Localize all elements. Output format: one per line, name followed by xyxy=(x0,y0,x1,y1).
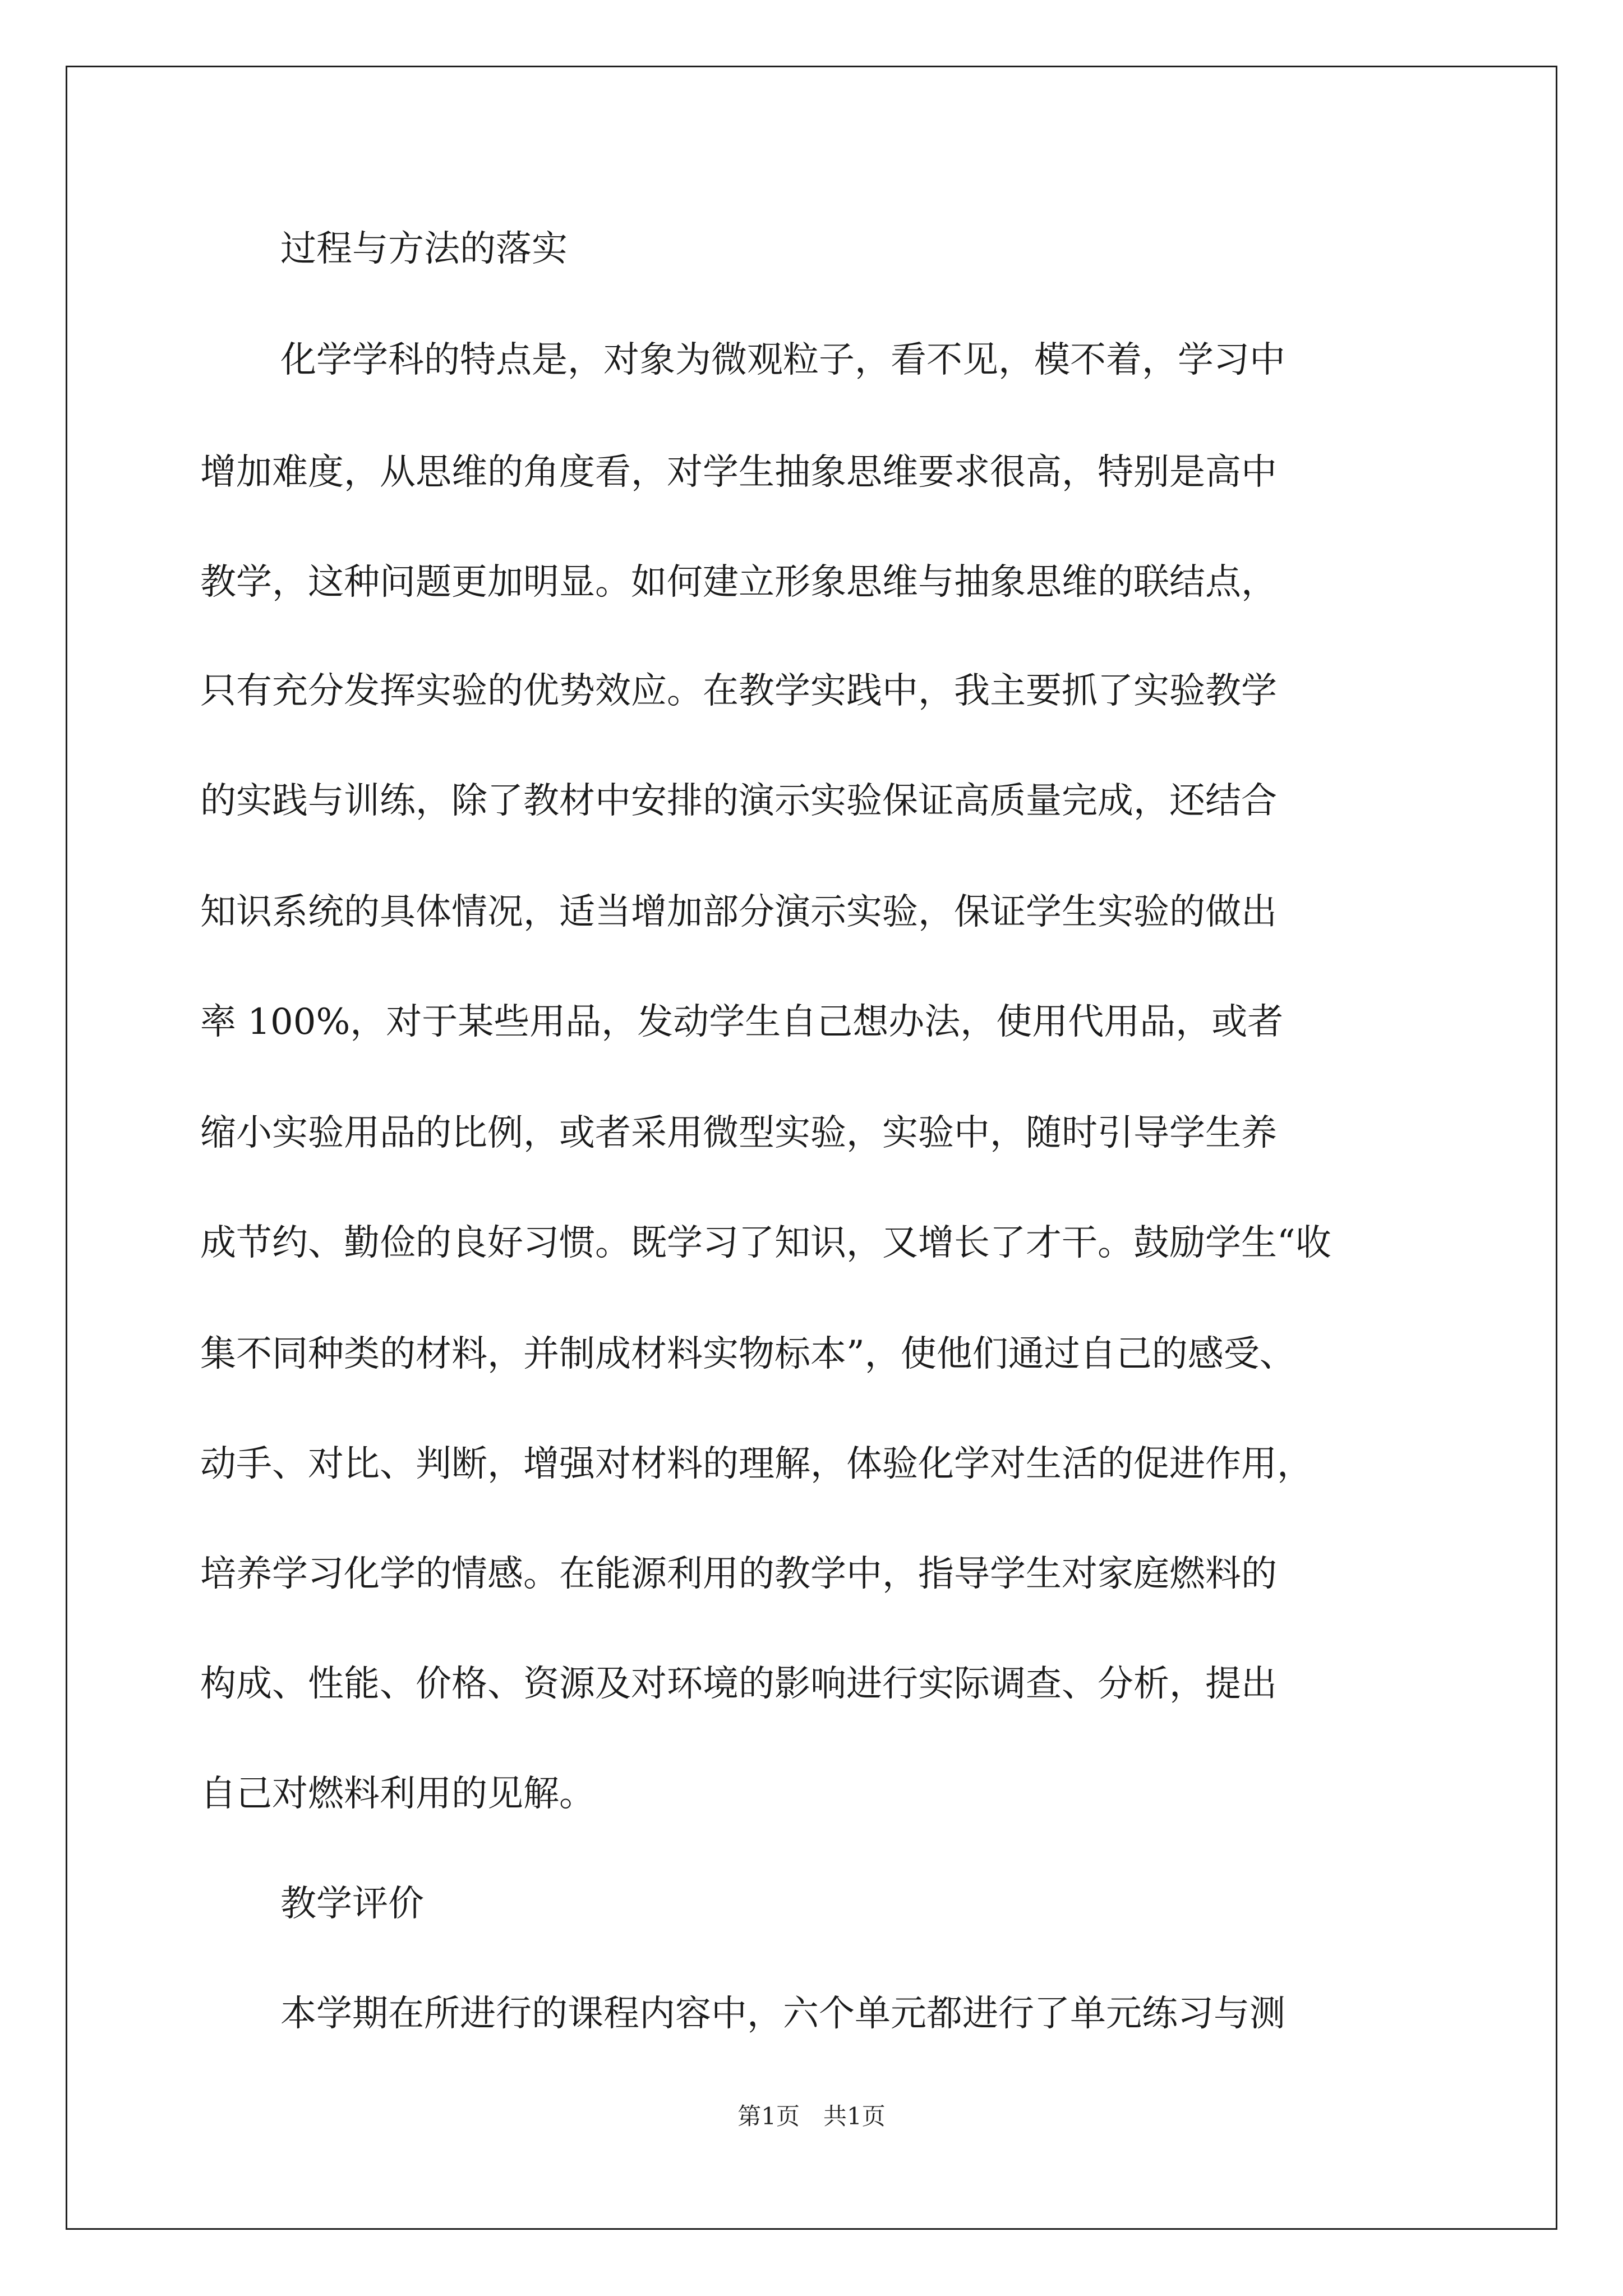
paragraph-line: 只有充分发挥实验的优势效应。在教学实践中，我主要抓了实验教学 xyxy=(200,670,1277,712)
paragraph-line: 缩小实验用品的比例，或者采用微型实验，实验中，随时引导学生养 xyxy=(200,1112,1277,1154)
paragraph-line: 成节约、勤俭的良好习惯。既学习了知识，又增长了才干。鼓励学生“收 xyxy=(200,1222,1331,1264)
paragraph-line: 集不同种类的材料，并制成材料实物标本”，使他们通过自己的感受、 xyxy=(200,1333,1295,1375)
section-heading-teaching-evaluation: 教学评价 xyxy=(280,1883,424,1925)
page-number-footer: 第1页 共1页 xyxy=(737,2102,886,2130)
paragraph-line: 化学学科的特点是，对象为微观粒子，看不见，模不着，学习中 xyxy=(280,339,1285,381)
paragraph-line: 自己对燃料利用的见解。 xyxy=(200,1773,595,1815)
paragraph-line: 培养学习化学的情感。在能源利用的教学中，指导学生对家庭燃料的 xyxy=(200,1553,1277,1595)
paragraph-line: 知识系统的具体情况，适当增加部分演示实验，保证学生实验的做出 xyxy=(200,891,1277,933)
paragraph-line: 动手、对比、判断，增强对材料的理解，体验化学对生活的促进作用， xyxy=(200,1443,1313,1485)
section-heading-process-methods: 过程与方法的落实 xyxy=(280,228,568,270)
paragraph-line: 教学，这种问题更加明显。如何建立形象思维与抽象思维的联结点， xyxy=(200,562,1277,603)
paragraph-line: 的实践与训练，除了教材中安排的演示实验保证高质量完成，还结合 xyxy=(200,780,1277,822)
paragraph-line: 率 100%，对于某些用品，发动学生自己想办法，使用代用品，或者 xyxy=(200,1001,1284,1043)
paragraph-line: 本学期在所进行的课程内容中，六个单元都进行了单元练习与测 xyxy=(280,1993,1285,2035)
paragraph-line: 构成、性能、价格、资源及对环境的影响进行实际调查、分析，提出 xyxy=(200,1663,1277,1705)
paragraph-line: 增加难度，从思维的角度看，对学生抽象思维要求很高，特别是高中 xyxy=(200,452,1277,493)
